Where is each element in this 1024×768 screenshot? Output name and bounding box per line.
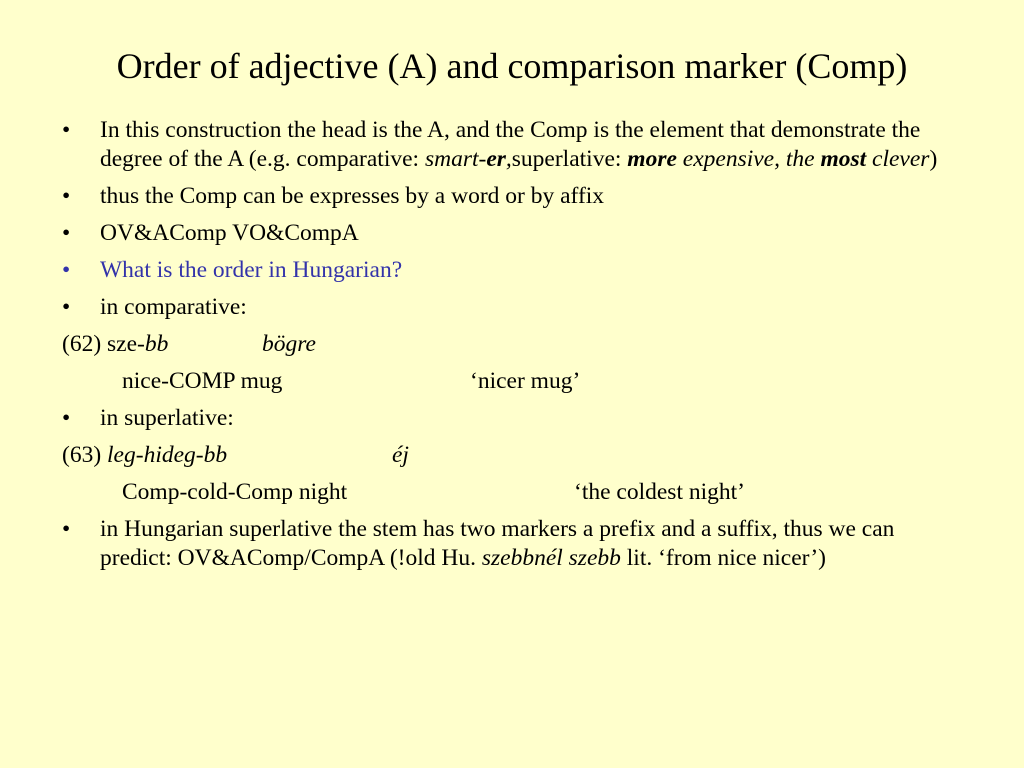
ex62-translation: ‘nicer mug’ bbox=[470, 368, 581, 394]
b1-example-most: most bbox=[820, 146, 867, 172]
bullet-word-or-affix bbox=[62, 182, 962, 211]
bullet-comparative bbox=[62, 293, 962, 322]
b1-example-expensive: expensive, the bbox=[676, 146, 821, 172]
ex63-translation: ‘the coldest night’ bbox=[574, 479, 745, 505]
b5-text: in comparative: bbox=[100, 294, 247, 320]
bullet-icon: • bbox=[62, 220, 71, 246]
b1-example-er: er bbox=[486, 146, 506, 172]
ex62-word2: bögre bbox=[262, 331, 316, 357]
bullet-question bbox=[62, 256, 962, 285]
b7-text-1: in Hungarian superlative the stem has two markers a prefix and a suffix, thus we can predict: OV&AComp/CompA (!old Hu. bbox=[100, 516, 895, 571]
ex63-word2: éj bbox=[392, 442, 409, 468]
slide-body bbox=[62, 116, 962, 581]
bullet-icon: • bbox=[62, 117, 71, 143]
ex63-number: (63) bbox=[62, 442, 108, 468]
bullet-icon: • bbox=[62, 516, 71, 542]
bullet-head-definition bbox=[62, 116, 962, 174]
ex62-number: (62) sze- bbox=[62, 331, 145, 357]
ex63-gloss: Comp-cold-Comp night bbox=[122, 479, 348, 505]
b7-text-2: lit. ‘from nice nicer’) bbox=[620, 545, 826, 571]
example-62-gloss-line bbox=[62, 367, 962, 396]
b1-close-paren: ) bbox=[929, 146, 938, 172]
bullet-icon: • bbox=[62, 257, 71, 283]
b1-example-smart: smart- bbox=[424, 146, 487, 172]
ex62-suffix: bb bbox=[144, 331, 169, 357]
bullet-icon: • bbox=[62, 294, 71, 320]
b1-example-clever: clever bbox=[866, 146, 930, 172]
bullet-superlative bbox=[62, 404, 962, 433]
ex62-gloss: nice-COMP mug bbox=[122, 368, 283, 394]
b7-example: szebbnél szebb bbox=[481, 545, 621, 571]
example-63-gloss-line bbox=[62, 478, 962, 507]
ex63-word1: leg-hideg-bb bbox=[107, 442, 228, 468]
b1-comma: , bbox=[505, 146, 512, 172]
b4-text: What is the order in Hungarian? bbox=[100, 257, 403, 283]
bullet-hungarian-superlative bbox=[62, 515, 962, 573]
b1-text-superlative: superlative: bbox=[511, 146, 628, 172]
example-63-line bbox=[62, 441, 962, 470]
b3-text: OV&AComp VO&CompA bbox=[100, 220, 359, 246]
bullet-icon: • bbox=[62, 405, 71, 431]
b1-text-1: In this construction the head is the A, and the Comp is the element that demonstrate the degree of the A (e.g. comparative: bbox=[100, 117, 921, 172]
b6-text: in superlative: bbox=[100, 405, 234, 431]
b2-text: thus the Comp can be expresses by a word or by affix bbox=[100, 183, 605, 209]
bullet-orders bbox=[62, 219, 962, 248]
example-62-line bbox=[62, 330, 962, 359]
slide-title: Order of adjective (A) and comparison marker (Comp) bbox=[116, 46, 908, 86]
b1-example-more: more bbox=[627, 146, 677, 172]
bullet-icon: • bbox=[62, 183, 71, 209]
